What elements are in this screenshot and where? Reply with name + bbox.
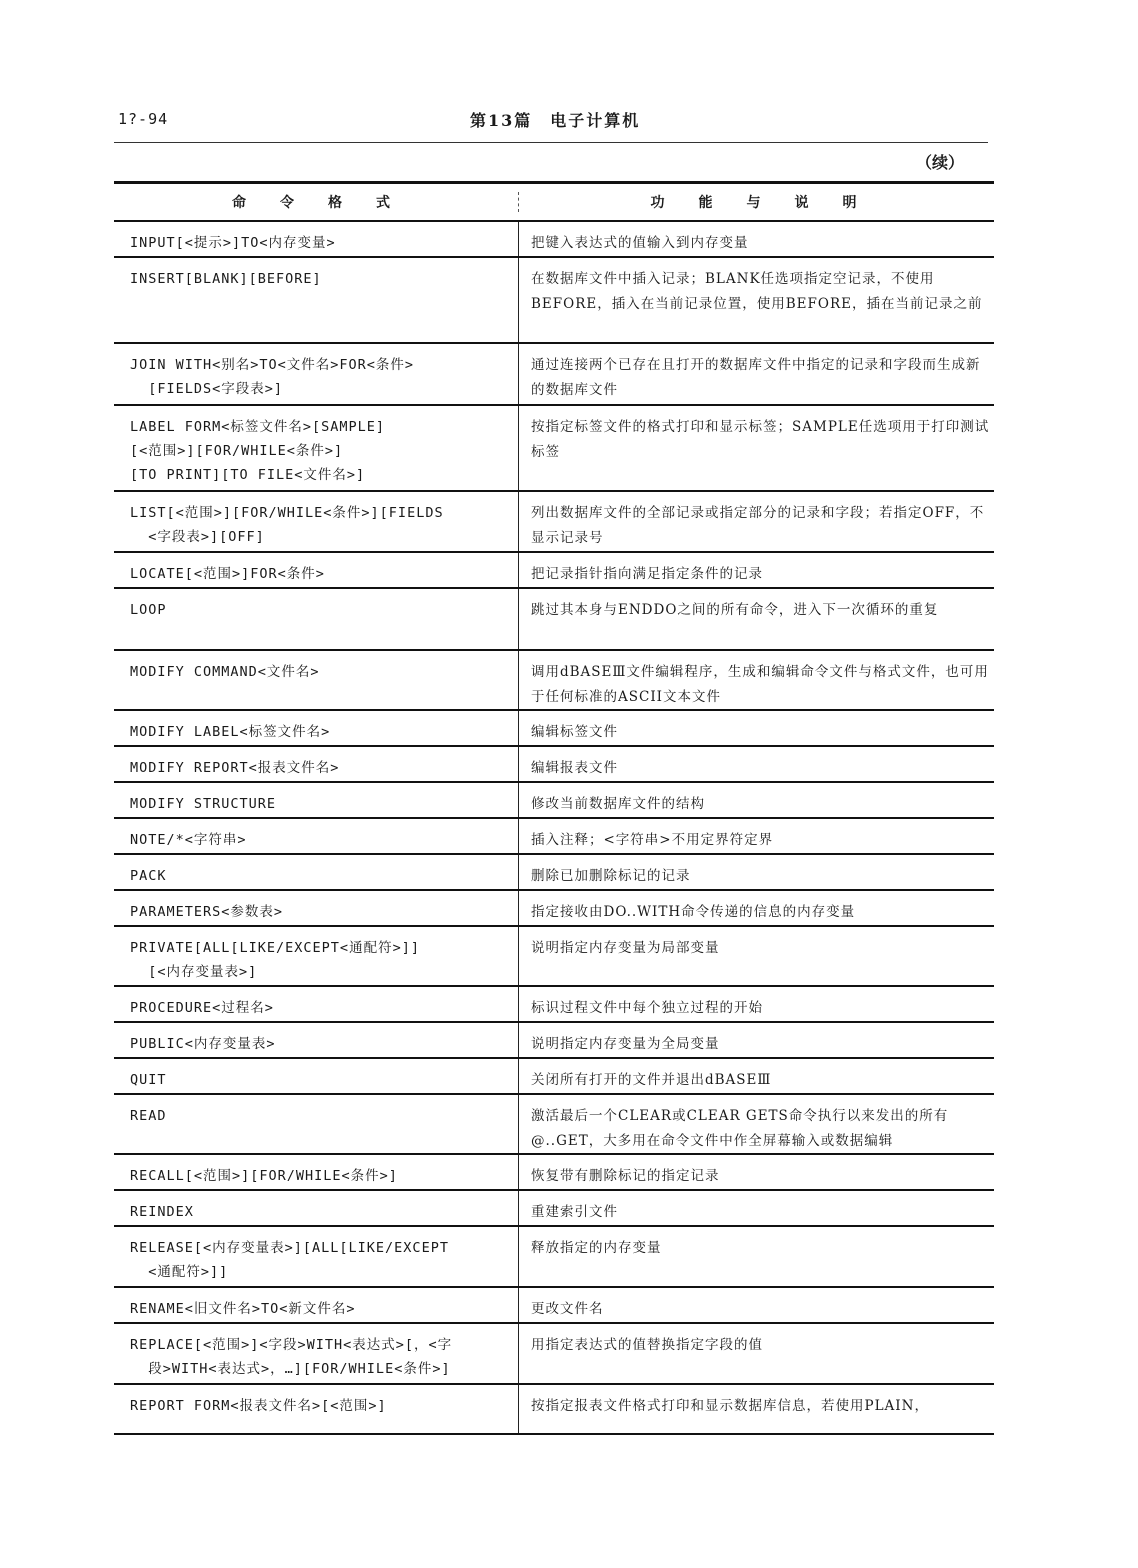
row-command: INPUT[<提示>]TO<内存变量> — [130, 235, 336, 251]
row-description: 编辑标签文件 — [518, 711, 994, 745]
continued-label: （续） — [916, 153, 965, 172]
row-description: 插入注释；<字符串>不用定界符定界 — [518, 819, 994, 853]
row-description: 通过连接两个已存在且打开的数据库文件中指定的记录和字段而生成新的数据库文件 — [518, 344, 994, 404]
row-description: 编辑报表文件 — [518, 747, 994, 781]
row-description: 把键入表达式的值输入到内存变量 — [518, 222, 994, 256]
page-number: 1?-94 — [118, 110, 169, 128]
row-command: RECALL[<范围>][FOR/WHILE<条件>] — [130, 1168, 398, 1184]
row-command: MODIFY COMMAND<文件名> — [130, 664, 320, 680]
row-description: 关闭所有打开的文件并退出dBASEⅢ — [518, 1059, 994, 1093]
row-description: 用指定表达式的值替换指定字段的值 — [518, 1324, 994, 1383]
row-command: LOOP — [130, 602, 167, 618]
command-table — [114, 181, 994, 1435]
table-row — [114, 406, 994, 492]
row-description: 按指定标签文件的格式打印和显示标签；SAMPLE任选项用于打印测试标签 — [518, 406, 994, 490]
row-description: 恢复带有删除标记的指定记录 — [518, 1155, 994, 1189]
row-command: MODIFY REPORT<报表文件名> — [130, 760, 340, 776]
row-description: 激活最后一个CLEAR或CLEAR GETS命令执行以来发出的所有@..GET，大多用在命令文件中作全屏幕输入或数据编辑 — [518, 1095, 994, 1153]
row-description: 按指定报表文件格式打印和显示数据库信息，若使用PLAIN， — [518, 1385, 994, 1433]
row-command: RELEASE[<内存变量表>][ALL[LIKE/EXCEPT <通配符>]] — [130, 1240, 449, 1280]
row-command: LOCATE[<范围>]FOR<条件> — [130, 566, 325, 582]
table-row — [114, 258, 994, 344]
row-command: REPORT FORM<报表文件名>[<范围>] — [130, 1398, 387, 1414]
row-command: REINDEX — [130, 1204, 194, 1220]
row-command: PACK — [130, 868, 167, 884]
header-function-description: 功能与说明 — [518, 192, 994, 212]
table-row — [114, 1191, 994, 1227]
row-description: 重建索引文件 — [518, 1191, 994, 1225]
row-command: LIST[<范围>][FOR/WHILE<条件>][FIELDS <字段表>][OFF] — [130, 505, 444, 545]
header-rule — [114, 142, 988, 143]
row-description: 修改当前数据库文件的结构 — [518, 783, 994, 817]
row-command: INSERT[BLANK][BEFORE] — [130, 271, 322, 287]
table-row — [114, 1155, 994, 1191]
table-row — [114, 927, 994, 987]
table-row — [114, 1288, 994, 1324]
row-description: 跳过其本身与ENDDO之间的所有命令，进入下一次循环的重复 — [518, 589, 994, 649]
header-command-format: 命令格式 — [232, 195, 424, 211]
row-command: QUIT — [130, 1072, 167, 1088]
table-row — [114, 711, 994, 747]
row-command: LABEL FORM<标签文件名>[SAMPLE] [<范围>][FOR/WHILE<条件>] [TO PRINT][TO FILE<文件名>] — [130, 419, 386, 483]
table-row — [114, 344, 994, 406]
row-description: 释放指定的内存变量 — [518, 1227, 994, 1286]
table-row — [114, 855, 994, 891]
table-row — [114, 651, 994, 711]
row-description: 在数据库文件中插入记录；BLANK任选项指定空记录，不使用BEFORE，插入在当前记录位置，使用BEFORE，插在当前记录之前 — [518, 258, 994, 342]
table-row — [114, 1095, 994, 1155]
table-row — [114, 747, 994, 783]
row-command: READ — [130, 1108, 167, 1124]
row-command: REPLACE[<范围>]<字段>WITH<表达式>[，<字 段>WITH<表达式>，…][FOR/WHILE<条件>] — [130, 1337, 453, 1377]
table-row — [114, 987, 994, 1023]
row-description: 更改文件名 — [518, 1288, 994, 1322]
row-description: 说明指定内存变量为全局变量 — [518, 1023, 994, 1057]
row-description: 把记录指针指向满足指定条件的记录 — [518, 553, 994, 587]
row-command: PARAMETERS<参数表> — [130, 904, 284, 920]
table-row — [114, 783, 994, 819]
table-row — [114, 492, 994, 553]
table-row — [114, 222, 994, 258]
table-row — [114, 1227, 994, 1288]
table-header-row — [114, 184, 994, 222]
row-command: NOTE/*<字符串> — [130, 832, 247, 848]
table-row — [114, 819, 994, 855]
row-command: MODIFY STRUCTURE — [130, 796, 277, 812]
row-description: 说明指定内存变量为局部变量 — [518, 927, 994, 985]
row-description: 列出数据库文件的全部记录或指定部分的记录和字段；若指定OFF，不显示记录号 — [518, 492, 994, 551]
table-row — [114, 553, 994, 589]
table-row — [114, 1059, 994, 1095]
row-command: JOIN WITH<别名>TO<文件名>FOR<条件> [FIELDS<字段表>] — [130, 357, 415, 397]
row-command: PUBLIC<内存变量表> — [130, 1036, 276, 1052]
row-command: MODIFY LABEL<标签文件名> — [130, 724, 331, 740]
row-description: 标识过程文件中每个独立过程的开始 — [518, 987, 994, 1021]
row-command: PROCEDURE<过程名> — [130, 1000, 274, 1016]
row-command: PRIVATE[ALL[LIKE/EXCEPT<通配符>]] [<内存变量表>] — [130, 940, 420, 980]
row-description: 调用dBASEⅢ文件编辑程序，生成和编辑命令文件与格式文件，也可用于任何标准的ASCII文本文件 — [518, 651, 994, 709]
row-command: RENAME<旧文件名>TO<新文件名> — [130, 1301, 356, 1317]
table-row — [114, 1385, 994, 1435]
table-row — [114, 589, 994, 651]
table-row — [114, 1324, 994, 1385]
row-description: 指定接收由DO..WITH命令传递的信息的内存变量 — [518, 891, 994, 925]
table-row — [114, 1023, 994, 1059]
table-row — [114, 891, 994, 927]
page-header-title: 第13篇 电子计算机 — [470, 111, 641, 130]
row-description: 删除已加删除标记的记录 — [518, 855, 994, 889]
